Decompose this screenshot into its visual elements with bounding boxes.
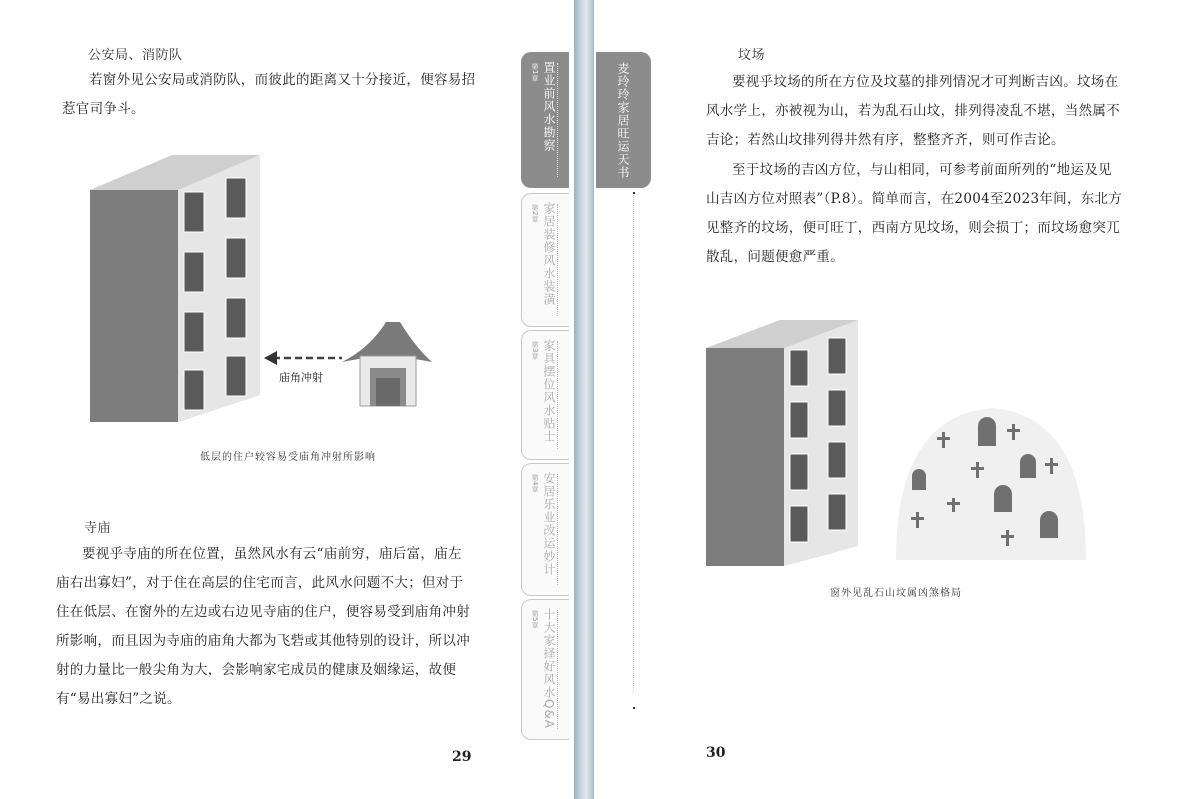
- chapter-title: 家具摆位风水贴士: [542, 339, 556, 443]
- section-title-graveyard: 坟场: [738, 48, 766, 63]
- figure-caption-graveyard: 窗外见乱石山坟属凶煞格局: [830, 588, 962, 599]
- chapter-title: 安居乐业改运妙计: [542, 472, 556, 576]
- dot-marker: [633, 707, 635, 709]
- book-title-tab[interactable]: [596, 52, 651, 188]
- temple-illustration: [80, 150, 440, 440]
- chapter-tab-1[interactable]: [521, 52, 569, 188]
- page-number-left: 29: [452, 749, 472, 765]
- chapter-tab-2[interactable]: [521, 193, 569, 327]
- dotted-line: [557, 63, 558, 177]
- paragraph-graveyard-2: 至于坟场的吉凶方位，与山相同，可参考前面所列的“地运及见山吉凶方位对照表”（P.8）。简单而言，在2004至2023年间，东北方见整齐的坟场，便可旺丁，西南方见坟场，则会损丁；而坟场愈突兀散乱，问题便愈严重。: [706, 162, 1123, 265]
- chapter-title: 十大家择好风水Q&A: [542, 608, 556, 730]
- section-title-police: 公安局、消防队: [88, 48, 183, 63]
- temple-label: 庙角冲射: [279, 371, 323, 384]
- book-title: 麦玲玲家居旺运天书: [616, 62, 630, 179]
- dotted-line: [557, 474, 558, 585]
- chapter-number: 第4章: [531, 474, 539, 493]
- chapter-number: 第3章: [531, 341, 539, 360]
- right-page: [594, 0, 1179, 799]
- paragraph-police: 若窗外见公安局或消防队，而彼此的距离又十分接近，便容易招惹官司争斗。: [62, 72, 476, 117]
- graveyard-illustration: [702, 316, 1102, 572]
- paragraph-temple: 要视乎寺庙的所在位置，虽然风水有云“庙前穷，庙后富，庙左庙右出寡妇”，对于住在高层的住宅而言，此风水问题不大；但对于住在低层、在窗外的左边或右边见寺庙的住户，便容易受到庙角冲射所影响，而且因为寺庙的庙角大都为飞砦或其他特别的设计，所以冲射的力量比一般尖角为大，会影响家宅成员的健康及姻缘运，故便有“易出寡妇”之说。: [56, 546, 470, 707]
- chapter-tab-3[interactable]: [521, 330, 569, 460]
- chapter-number: 第2章: [531, 204, 539, 223]
- building-front: [706, 348, 784, 566]
- chapter-title: 家居装修风水装潢: [542, 202, 556, 306]
- book-gutter: [574, 0, 596, 799]
- dot-marker: [633, 192, 635, 194]
- chapter-title: 置业前风水勘察: [542, 61, 556, 152]
- chapter-number: 第5章: [531, 610, 539, 629]
- page-number-right: 30: [706, 745, 726, 761]
- arrow-head: [264, 351, 277, 365]
- dotted-line: [557, 341, 558, 449]
- building-front: [90, 190, 178, 422]
- chapter-number: 第1章: [531, 63, 539, 82]
- dotted-line: [557, 610, 558, 729]
- left-page: [0, 0, 576, 799]
- section-title-temple: 寺庙: [84, 521, 112, 536]
- paragraph-graveyard-1: 要视乎坟场的所在方位及坟墓的排列情况才可判断吉凶。坟场在风水学上，亦被视为山，若为乱石山坟，排列得凌乱不堪，当然属不吉论；若然山坟排列得井然有序，整整齐齐，则可作吉论。: [706, 74, 1120, 148]
- figure-caption-temple: 低层的住户较容易受庙角冲射所影响: [200, 452, 376, 463]
- chapter-tab-5[interactable]: [521, 599, 569, 740]
- dotted-line: [557, 204, 558, 316]
- chapter-tab-4[interactable]: [521, 463, 569, 596]
- dotted-guide-line: [633, 192, 634, 692]
